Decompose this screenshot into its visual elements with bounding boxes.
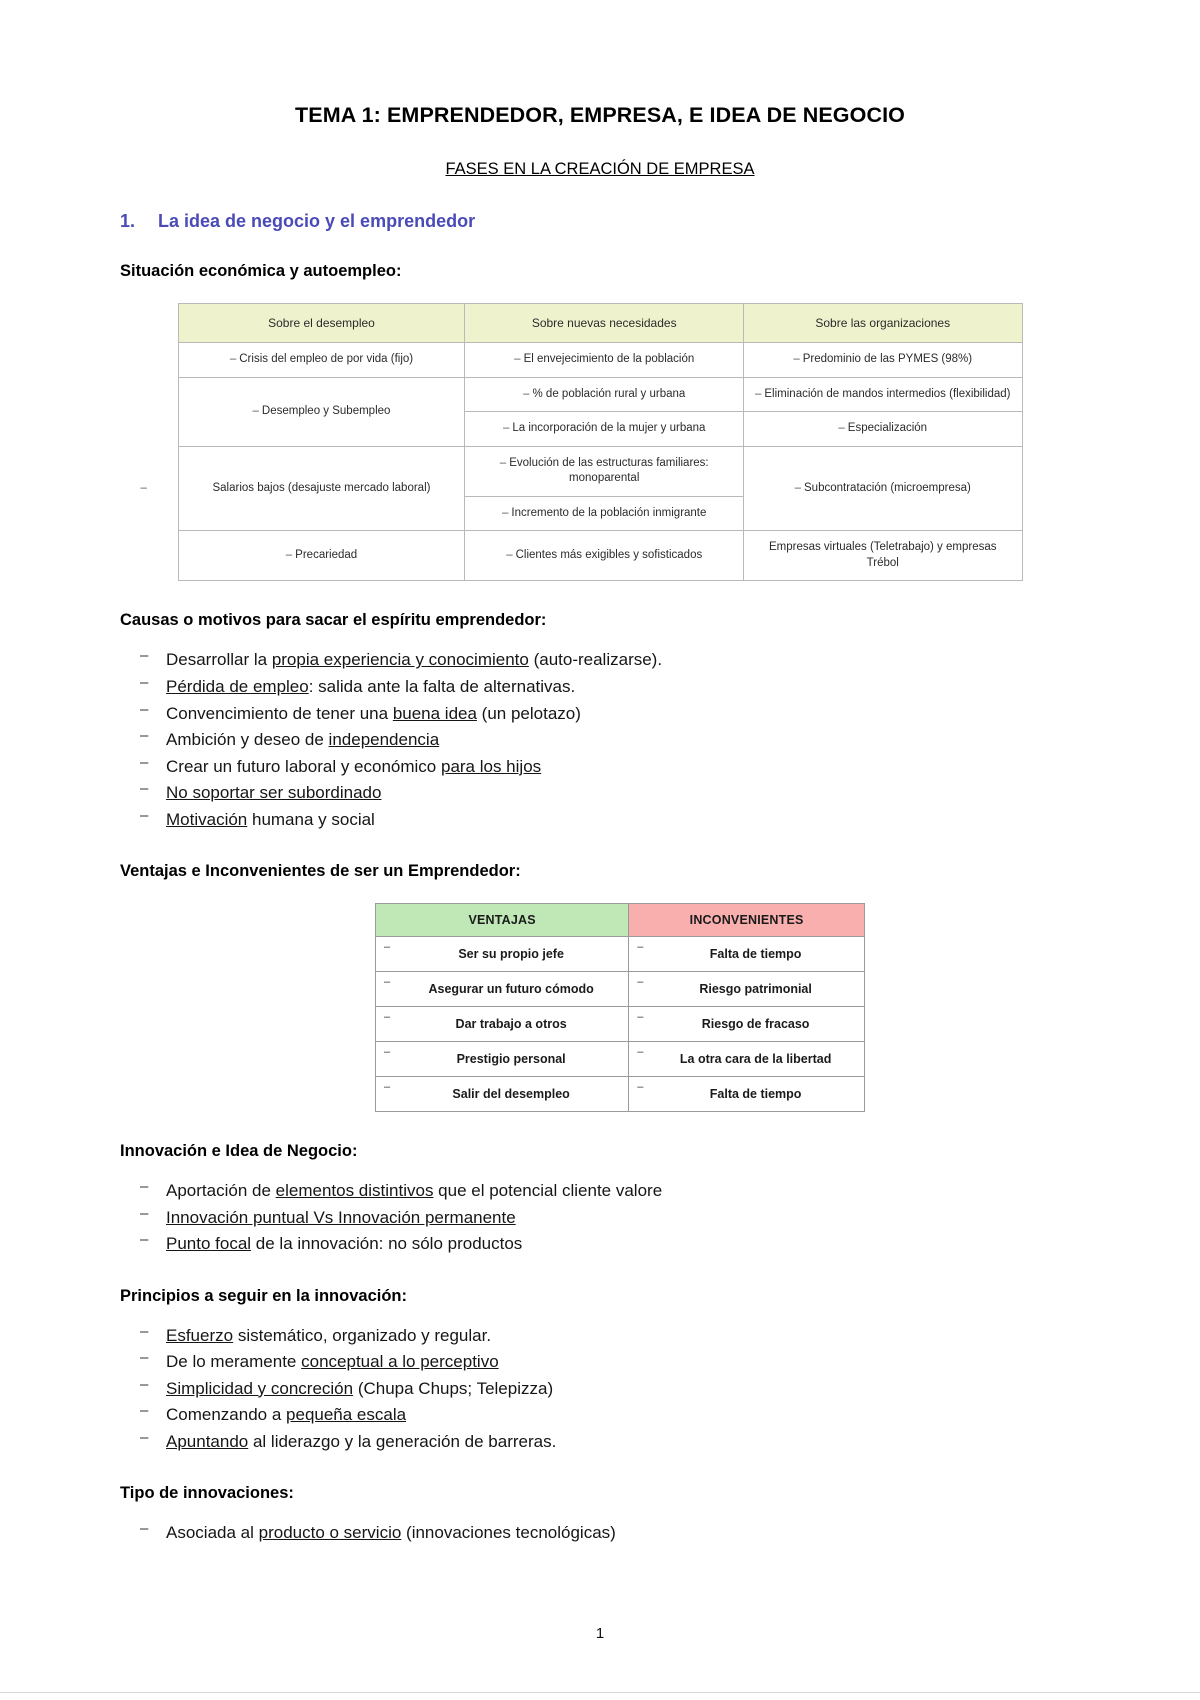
subheading-principios: Principios a seguir en la innovación: xyxy=(120,1286,407,1305)
list-item xyxy=(138,728,1080,752)
list-item xyxy=(138,1521,1080,1545)
table-cell: – La otra cara de la libertad xyxy=(629,1042,865,1077)
item-post: al liderazgo y la generación de barreras. xyxy=(248,1432,557,1452)
table-cell: – Predominio de las PYMES (98%) xyxy=(743,343,1022,378)
item-underlined: propia experiencia y conocimiento xyxy=(271,650,529,670)
cell-text: Empresas virtuales (Teletrabajo) y empresas Trébol xyxy=(768,541,997,569)
table-cell: – Salir del desempleo xyxy=(376,1077,629,1112)
table-header-row xyxy=(376,904,865,937)
list-item xyxy=(138,1232,1080,1256)
item-post: humana y social xyxy=(247,810,375,830)
cell-text: % de población rural y urbana xyxy=(532,387,686,400)
item-underlined: Apuntando xyxy=(166,1432,249,1452)
list-item xyxy=(138,808,1080,832)
table-cell: – Clientes más exigibles y sofisticados xyxy=(465,531,744,581)
table-cell: – Salarios bajos (desajuste mercado laboral) xyxy=(178,446,465,531)
table-cell: – Subcontratación (microempresa) xyxy=(743,446,1022,531)
item-underlined: pequeña escala xyxy=(286,1405,407,1425)
table-cell: – Falta de tiempo xyxy=(629,937,865,972)
item-post: (auto-realizarse). xyxy=(528,650,663,670)
item-pre: Desarrollar la xyxy=(166,650,272,670)
subheading-causas: Causas o motivos para sacar el espíritu emprendedor: xyxy=(120,611,547,630)
pros-cons-table-wrapper xyxy=(120,903,1080,1112)
table-row xyxy=(376,937,865,972)
item-post: sistemático, organizado y regular. xyxy=(233,1325,492,1345)
page-number: 1 xyxy=(595,1625,605,1642)
table-cell: – El envejecimiento de la población xyxy=(465,343,744,378)
list-item xyxy=(138,781,1080,805)
table-cell: – Falta de tiempo xyxy=(629,1077,865,1112)
table-cell: – Crisis del empleo de por vida (fijo) xyxy=(178,343,465,378)
table-row xyxy=(178,343,1022,378)
table-cell: – Dar trabajo a otros xyxy=(376,1007,629,1042)
list-item xyxy=(138,1430,1080,1454)
subheading-tipos: Tipo de innovaciones: xyxy=(120,1484,294,1503)
item-underlined: elementos distintivos xyxy=(275,1181,434,1201)
table-header-cell-inconvenientes: INCONVENIENTES xyxy=(629,904,865,937)
list-item xyxy=(138,1377,1080,1401)
table-header-cell: Sobre las organizaciones xyxy=(743,304,1022,343)
table-cell: – Asegurar un futuro cómodo xyxy=(376,972,629,1007)
table-row xyxy=(376,1042,865,1077)
cell-text: Eliminación de mandos intermedios (flexibilidad) xyxy=(764,387,1011,400)
item-pre: Crear un futuro laboral y económico xyxy=(166,756,441,776)
item-pre: Ambición y deseo de xyxy=(166,730,329,750)
cell-text: Desempleo y Subempleo xyxy=(261,404,391,417)
tipos-list xyxy=(120,1521,1080,1545)
economic-table-wrapper xyxy=(120,303,1080,581)
list-item xyxy=(138,1179,1080,1203)
item-pre: Asociada al xyxy=(166,1523,259,1543)
subheading-situacion-economica: Situación económica y autoempleo: xyxy=(120,262,402,280)
item-underlined: Simplicidad y concreción xyxy=(166,1378,354,1398)
table-cell: – Precariedad xyxy=(178,531,465,581)
cell-text: La incorporación de la mujer y urbana xyxy=(512,422,706,435)
table-cell: – Especialización xyxy=(743,412,1022,447)
table-cell: – Eliminación de mandos intermedios (flexibilidad) xyxy=(743,377,1022,412)
table-row xyxy=(178,531,1022,581)
cell-text: Incremento de la población inmigrante xyxy=(511,506,707,519)
item-underlined: Pérdida de empleo xyxy=(166,676,309,696)
table-cell: – Ser su propio jefe xyxy=(376,937,629,972)
table-row xyxy=(376,972,865,1007)
page-bottom-divider xyxy=(0,1692,1200,1700)
item-underlined: producto o servicio xyxy=(258,1523,402,1543)
table-cell: – Prestigio personal xyxy=(376,1042,629,1077)
item-post: : salida ante la falta de alternativas. xyxy=(308,676,576,696)
principios-list xyxy=(120,1324,1080,1455)
list-item xyxy=(138,755,1080,779)
list-item xyxy=(138,648,1080,672)
table-row xyxy=(376,1077,865,1112)
subheading-ventajas: Ventajas e Inconvenientes de ser un Emprendedor: xyxy=(120,862,521,881)
item-pre: De lo meramente xyxy=(166,1352,302,1372)
item-post: de la innovación: no sólo productos xyxy=(251,1234,523,1254)
item-pre: Convencimiento de tener una xyxy=(166,703,393,723)
table-row xyxy=(178,377,1022,412)
item-underlined: Motivación xyxy=(166,810,248,830)
list-item xyxy=(138,1403,1080,1427)
list-item xyxy=(138,1324,1080,1348)
cell-text: Subcontratación (microempresa) xyxy=(804,481,971,494)
list-item xyxy=(138,675,1080,699)
subheading-innovacion: Innovación e Idea de Negocio: xyxy=(120,1142,358,1161)
table-cell: – Incremento de la población inmigrante xyxy=(465,496,744,531)
cell-text: Precariedad xyxy=(295,549,358,562)
list-item xyxy=(138,1206,1080,1230)
cell-text: Predominio de las PYMES (98%) xyxy=(802,353,973,366)
item-underlined: buena idea xyxy=(392,703,477,723)
table-header-cell: Sobre el desempleo xyxy=(178,304,465,343)
innovacion-list xyxy=(120,1179,1080,1256)
causas-list xyxy=(120,648,1080,832)
item-underlined: Punto focal xyxy=(166,1234,252,1254)
item-post: (un pelotazo) xyxy=(476,703,581,723)
table-header-cell-ventajas: VENTAJAS xyxy=(376,904,629,937)
table-cell xyxy=(743,531,1022,581)
table-header-row xyxy=(178,304,1022,343)
item-underlined: conceptual a lo perceptivo xyxy=(301,1352,499,1372)
list-item xyxy=(138,702,1080,726)
cell-text: Salarios bajos (desajuste mercado laboral) xyxy=(212,481,431,494)
item-post: (innovaciones tecnológicas) xyxy=(401,1523,616,1543)
item-pre: Aportación de xyxy=(166,1181,276,1201)
economic-situation-table xyxy=(140,303,1023,581)
cell-text: Crisis del empleo de por vida (fijo) xyxy=(239,353,414,366)
table-cell: – Riesgo patrimonial xyxy=(629,972,865,1007)
table-cell: – Desempleo y Subempleo xyxy=(178,377,465,446)
cell-text: Evolución de las estructuras familiares: monoparental xyxy=(509,456,709,485)
table-row xyxy=(178,446,1022,496)
item-post: (Chupa Chups; Telepizza) xyxy=(353,1378,554,1398)
cell-text: Clientes más exigibles y sofisticados xyxy=(515,549,703,562)
item-underlined: independencia xyxy=(328,730,440,750)
table-header-cell: Sobre nuevas necesidades xyxy=(465,304,744,343)
table-cell: – Riesgo de fracaso xyxy=(629,1007,865,1042)
page-subtitle: FASES EN LA CREACIÓN DE EMPRESA xyxy=(445,160,755,178)
table-cell: – La incorporación de la mujer y urbana xyxy=(465,412,744,447)
item-underlined: Esfuerzo xyxy=(166,1325,234,1345)
section-number: 1. xyxy=(120,211,136,231)
table-row xyxy=(376,1007,865,1042)
cell-text: Especialización xyxy=(847,422,928,435)
list-item xyxy=(138,1350,1080,1374)
pros-cons-table xyxy=(375,903,865,1112)
page-title: TEMA 1: EMPRENDEDOR, EMPRESA, E IDEA DE NEGOCIO xyxy=(295,103,905,127)
section-heading-1 xyxy=(120,211,1080,232)
cell-text: El envejecimiento de la población xyxy=(523,353,695,366)
item-underlined: No soportar ser subordinado xyxy=(166,783,382,803)
item-underlined: Innovación puntual Vs Innovación permanente xyxy=(166,1207,516,1227)
table-cell: – Evolución de las estructuras familiares: monoparental xyxy=(465,446,744,496)
table-cell: – % de población rural y urbana xyxy=(465,377,744,412)
section-title: La idea de negocio y el emprendedor xyxy=(158,211,476,231)
item-underlined: para los hijos xyxy=(440,756,542,776)
item-pre: Comenzando a xyxy=(166,1405,287,1425)
item-post: que el potencial cliente valore xyxy=(433,1181,663,1201)
